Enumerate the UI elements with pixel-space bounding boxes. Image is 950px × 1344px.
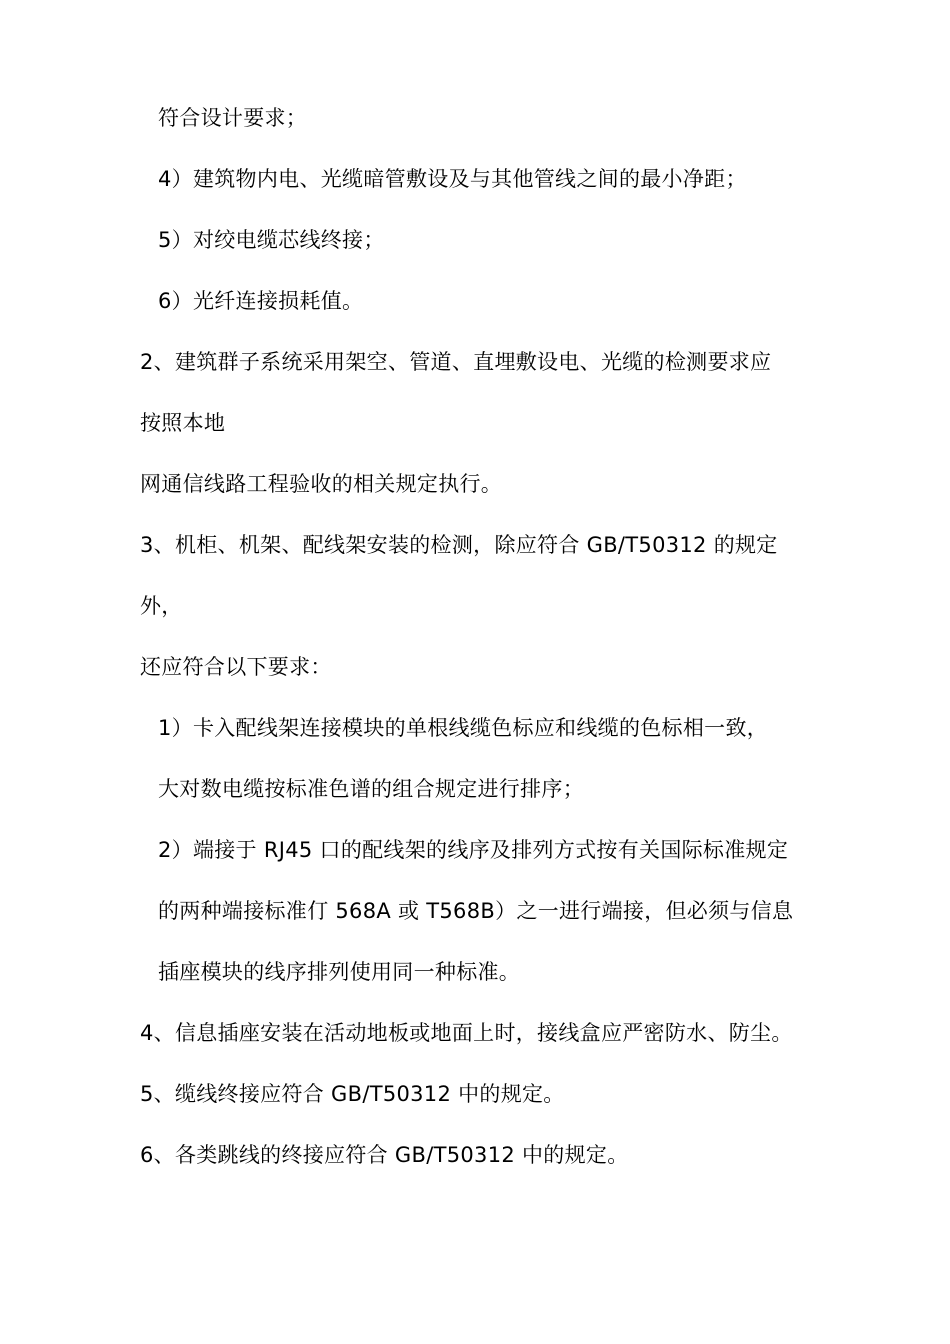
text-line: 2）端接于 RJ45 口的配线架的线序及排列方式按有关国际标准规定 <box>158 838 789 862</box>
text-line: 6）光纤连接损耗值。 <box>158 289 364 313</box>
text-line: 4、信息插座安装在活动地板或地面上时，接线盒应严密防水、防尘。 <box>140 1021 793 1045</box>
text-line: 外， <box>140 594 183 618</box>
text-line: 还应符合以下要求： <box>140 655 332 679</box>
text-line: 网通信线路工程验收的相关规定执行。 <box>140 472 503 496</box>
text-line: 大对数电缆按标准色谱的组合规定进行排序； <box>158 777 584 801</box>
text-line: 5、缆线终接应符合 GB/T50312 中的规定。 <box>140 1082 565 1106</box>
text-line: 3、机柜、机架、配线架安装的检测，除应符合 GB/T50312 的规定 <box>140 533 778 557</box>
text-line: 的两种端接标准仃 568A 或 T568B）之一进行端接，但必须与信息 <box>158 899 794 923</box>
text-line: 2、建筑群子系统采用架空、管道、直埋敷设电、光缆的检测要求应 <box>140 350 772 374</box>
text-line: 5）对绞电缆芯线终接； <box>158 228 385 252</box>
text-line: 6、各类跳线的终接应符合 GB/T50312 中的规定。 <box>140 1143 629 1167</box>
text-line: 符合设计要求； <box>158 106 308 130</box>
text-line: 插座模块的线序排列使用同一种标准。 <box>158 960 521 984</box>
text-line: 按照本地 <box>140 411 226 435</box>
text-line: 1）卡入配线架连接模块的单根线缆色标应和线缆的色标相一致， <box>158 716 769 740</box>
text-line: 4）建筑物内电、光缆暗管敷设及与其他管线之间的最小净距； <box>158 167 747 191</box>
